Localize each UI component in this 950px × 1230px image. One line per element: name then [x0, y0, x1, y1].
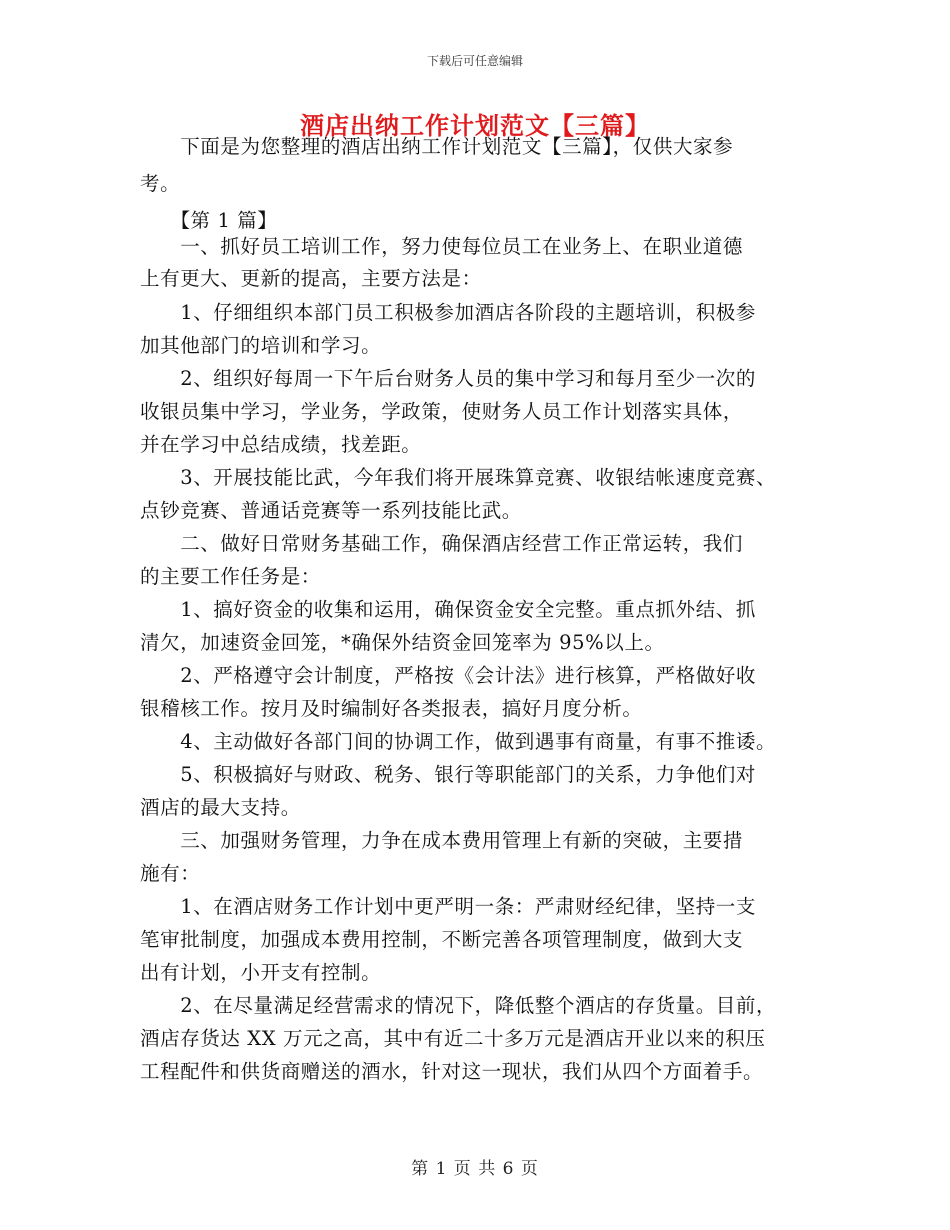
body-line: 4、主动做好各部门间的协调工作，做到遇事有商量，有事不推诿。 — [140, 730, 777, 753]
body-line: 并在学习中总结成绩，找差距。 — [140, 433, 422, 456]
body-line: 1、搞好资金的收集和运用，确保资金安全完整。重点抓外结、抓 — [140, 598, 757, 621]
body-line: 2、组织好每周一下午后台财务人员的集中学习和每月至少一次的 — [140, 367, 757, 390]
body-line: 1、仔细组织本部门员工积极参加酒店各阶段的主题培训，积极参 — [140, 301, 757, 324]
body-line: 2、在尽量满足经营需求的情况下，降低整个酒店的存货量。目前， — [140, 994, 777, 1017]
body-line: 点钞竞赛、普通话竞赛等一系列技能比武。 — [140, 499, 522, 522]
body-line: 考。 — [140, 172, 181, 195]
body-line: 2、严格遵守会计制度，严格按《会计法》进行核算，严格做好收 — [140, 664, 757, 687]
body-line: 3、开展技能比武，今年我们将开展珠算竞赛、收银结帐速度竞赛、 — [140, 466, 777, 489]
body-line: 1、在酒店财务工作计划中更严明一条：严肃财经纪律，坚持一支 — [140, 895, 757, 918]
body-line: 【第 1 篇】 — [140, 209, 278, 232]
body-line: 二、做好日常财务基础工作，确保酒店经营工作正常运转，我们 — [140, 532, 744, 555]
body-line: 工程配件和供货商赠送的酒水，针对这一现状，我们从四个方面着手。 — [140, 1060, 764, 1083]
body-line: 下面是为您整理的酒店出纳工作计划范文【三篇】，仅供大家参 — [140, 135, 734, 158]
body-line: 上有更大、更新的提高，主要方法是： — [140, 267, 482, 290]
body-line: 加其他部门的培训和学习。 — [140, 334, 382, 357]
body-line: 银稽核工作。按月及时编制好各类报表，搞好月度分析。 — [140, 697, 643, 720]
page-header: 下载后可任意编辑 — [426, 54, 523, 68]
body-line: 一、抓好员工培训工作，努力使每位员工在业务上、在职业道德 — [140, 235, 744, 258]
page-footer: 第 1 页 共 6 页 — [411, 1159, 539, 1179]
body-line: 酒店存货达 XX 万元之高，其中有近二十多万元是酒店开业以来的积压 — [140, 1027, 766, 1050]
body-line: 的主要工作任务是： — [140, 565, 321, 588]
body-line: 施有： — [140, 862, 201, 885]
body-line: 三、加强财务管理，力争在成本费用管理上有新的突破，主要措 — [140, 829, 744, 852]
body-line: 出有计划，小开支有控制。 — [140, 961, 382, 984]
body-line: 收银员集中学习，学业务，学政策，使财务人员工作计划落实具体， — [140, 400, 744, 423]
body-line: 清欠，加速资金回笼，*确保外结资金回笼率为 95%以上。 — [140, 631, 665, 654]
body-line: 笔审批制度，加强成本费用控制，不断完善各项管理制度，做到大支 — [140, 928, 744, 951]
document-title: 酒店出纳工作计划范文【三篇】 — [300, 111, 650, 140]
body-line: 5、积极搞好与财政、税务、银行等职能部门的关系，力争他们对 — [140, 763, 757, 786]
body-line: 酒店的最大支持。 — [140, 796, 301, 819]
